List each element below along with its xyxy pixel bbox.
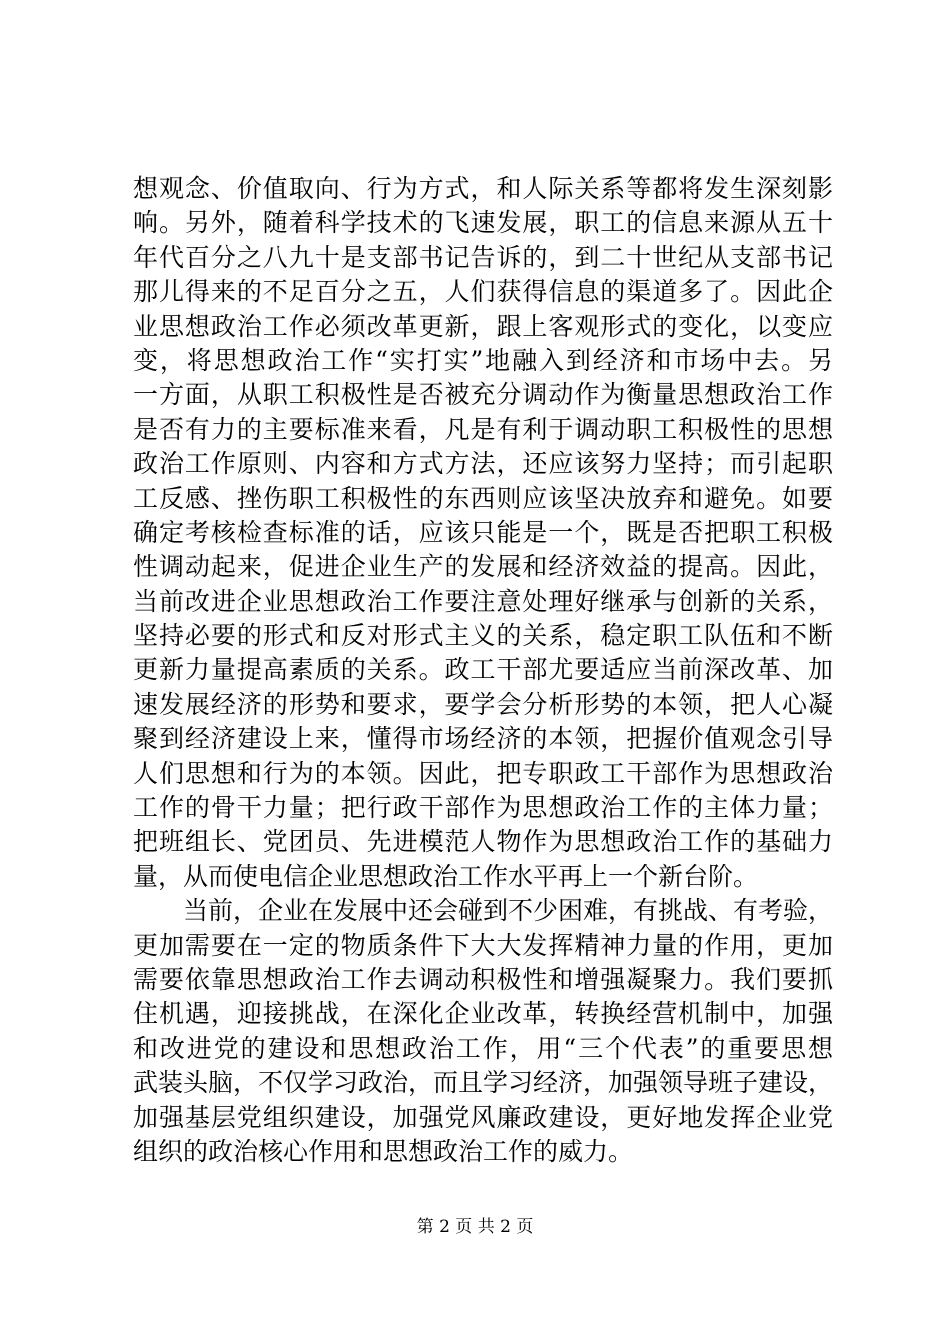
text-line: 当前，企业在发展中还会碰到不少困难，有挑战、有考验， xyxy=(183,896,834,926)
text-line: 那儿得来的不足百分之五，人们获得信息的渠道多了。因此企 xyxy=(133,277,833,307)
paragraph-1 xyxy=(133,172,833,894)
text-line: 是否有力的主要标准来看，凡是有利于调动职工积极性的思想 xyxy=(133,414,833,444)
text-line: 更新力量提高素质的关系。政工干部尤要适应当前深改革、加 xyxy=(133,655,833,685)
text-line: 聚到经济建设上来，懂得市场经济的本领，把握价值观念引导 xyxy=(133,724,833,754)
text-line: 坚持必要的形式和反对形式主义的关系，稳定职工队伍和不断 xyxy=(133,621,833,651)
text-line: 当前改进企业思想政治工作要注意处理好继承与创新的关系， xyxy=(133,586,833,616)
text-line: 需要依靠思想政治工作去调动积极性和增强凝聚力。我们要抓 xyxy=(133,964,833,994)
text-line: 响。另外，随着科学技术的飞速发展，职工的信息来源从五十 xyxy=(133,208,833,238)
text-line: 把班组长、党团员、先进模范人物作为思想政治工作的基础力 xyxy=(133,827,833,857)
text-line: 政治工作原则、内容和方式方法，还应该努力坚持；而引起职 xyxy=(133,449,833,479)
text-line: 人们思想和行为的本领。因此，把专职政工干部作为思想政治 xyxy=(133,758,833,788)
page-number: 第 2 页 共 2 页 xyxy=(416,1217,534,1237)
text-line: 确定考核检查标准的话，应该只能是一个，既是否把职工积极 xyxy=(133,517,833,547)
text-line: 加强基层党组织建设，加强党风廉政建设，更好地发挥企业党 xyxy=(133,1102,833,1132)
text-line: 更加需要在一定的物质条件下大大发挥精神力量的作用，更加 xyxy=(133,930,833,960)
body-text xyxy=(133,172,833,1169)
text-line: 变，将思想政治工作“实打实”地融入到经济和市场中去。另 xyxy=(133,345,833,375)
text-line: 和改进党的建设和思想政治工作，用“三个代表”的重要思想 xyxy=(133,1033,833,1063)
text-line: 业思想政治工作必须改革更新，跟上客观形式的变化，以变应 xyxy=(133,311,833,341)
text-line: 住机遇，迎接挑战，在深化企业改革，转换经营机制中，加强 xyxy=(133,999,833,1029)
text-line: 工作的骨干力量；把行政干部作为思想政治工作的主体力量； xyxy=(133,793,833,823)
page-footer xyxy=(0,1215,950,1239)
text-line: 年代百分之八九十是支部书记告诉的，到二十世纪从支部书记 xyxy=(133,242,833,272)
text-line: 组织的政治核心作用和思想政治工作的威力。 xyxy=(133,1136,634,1166)
text-line: 性调动起来，促进企业生产的发展和经济效益的提高。因此， xyxy=(133,552,833,582)
text-line: 速发展经济的形势和要求，要学会分析形势的本领，把人心凝 xyxy=(133,689,833,719)
paragraph-2 xyxy=(133,894,833,1169)
text-line: 一方面，从职工积极性是否被充分调动作为衡量思想政治工作 xyxy=(133,380,833,410)
text-line: 想观念、价值取向、行为方式，和人际关系等都将发生深刻影 xyxy=(133,174,833,203)
text-line: 量，从而使电信企业思想政治工作水平再上一个新台阶。 xyxy=(133,861,759,891)
text-line: 工反感、挫伤职工积极性的东西则应该坚决放弃和避免。如要 xyxy=(133,483,833,513)
text-line: 武装头脑，不仅学习政治，而且学习经济，加强领导班子建设， xyxy=(133,1068,834,1098)
